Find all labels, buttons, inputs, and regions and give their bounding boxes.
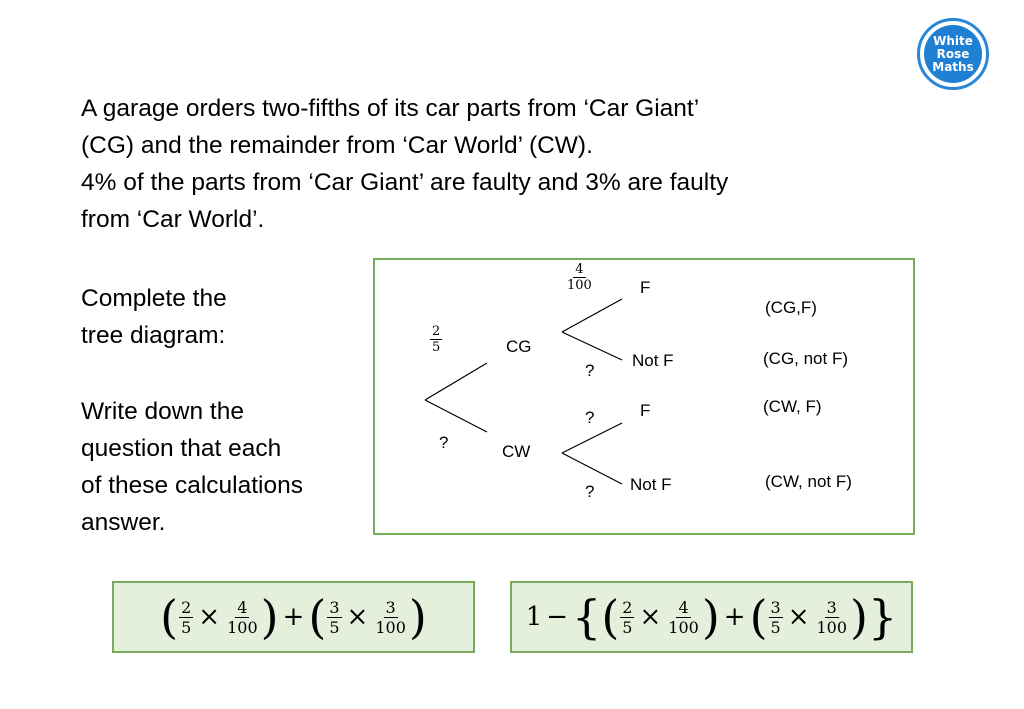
outcome-cw-f: (CW, F) [763, 397, 822, 416]
task-line: answer. [81, 509, 166, 536]
leaf-cw-f: F [640, 401, 651, 420]
logo-text-white: White [933, 33, 973, 48]
calc2-c-den: 5 [770, 617, 781, 637]
logo-text-maths: Maths [932, 59, 974, 74]
calc2-b-den: 100 [668, 617, 699, 637]
intro-line: 4% of the parts from ‘Car Giant’ are faulty and 3% are faulty [81, 169, 729, 196]
open-brace: { [572, 590, 602, 644]
outcome-cw-notf: (CW, not F) [765, 472, 852, 491]
branch-cw-notf [562, 453, 622, 484]
task-complete-tree [81, 280, 227, 354]
close-paren: ) [408, 590, 427, 644]
times-sign: × [346, 602, 369, 632]
white-rose-maths-logo [917, 18, 989, 90]
tree-diagram-box [373, 258, 915, 535]
outcome-cg-notf: (CG, not F) [763, 349, 849, 368]
prob-cg-f-numerator: 4 [575, 262, 584, 277]
calc1-b-num: 4 [237, 597, 248, 617]
calculation-box-2 [510, 581, 913, 653]
prob-cw-f: ? [585, 408, 595, 427]
open-paren: ( [308, 590, 327, 644]
calc2-one: 1 [525, 602, 543, 632]
times-sign: × [198, 602, 221, 632]
task-line: question that each [81, 435, 282, 462]
branch-cg-f [562, 299, 622, 332]
calc2-c-num: 3 [770, 597, 781, 617]
prob-cw-notf: ? [585, 482, 595, 501]
task-line: Write down the [81, 398, 244, 425]
open-paren: ( [601, 590, 620, 644]
branch-cg [425, 363, 487, 400]
logo-badge [924, 25, 982, 83]
calc2-a-den: 5 [622, 617, 633, 637]
calc1-d-num: 3 [385, 597, 396, 617]
outcome-cg-f: (CG,F) [765, 298, 817, 317]
branch-cg-notf [562, 332, 622, 360]
calc1-b-den: 100 [227, 617, 258, 637]
logo-text-rose: Rose [936, 46, 970, 61]
calc1-c-den: 5 [329, 617, 340, 637]
node-cw: CW [502, 442, 531, 461]
prob-cg-f [565, 262, 594, 293]
calc1-a-num: 2 [181, 597, 192, 617]
prob-cg-notf: ? [585, 361, 595, 380]
calc2-d-den: 100 [816, 617, 848, 637]
calc1-d-den: 100 [375, 617, 406, 637]
minus-sign: − [546, 602, 569, 632]
leaf-cg-notf: Not F [632, 351, 674, 370]
close-paren: ) [850, 590, 868, 644]
prob-cg [430, 324, 442, 355]
close-brace: } [868, 590, 898, 644]
leaf-cw-notf: Not F [630, 475, 672, 494]
task-line: tree diagram: [81, 322, 226, 349]
task-line: Complete the [81, 285, 227, 312]
plus-sign: + [723, 602, 746, 632]
calc2-b-num: 4 [678, 597, 689, 617]
intro-line: A garage orders two-fifths of its car parts from ‘Car Giant’ [81, 95, 700, 122]
leaf-cg-f: F [640, 278, 651, 297]
times-sign: × [787, 602, 810, 632]
task-write-question [81, 393, 303, 541]
close-paren: ) [701, 590, 720, 644]
prob-cg-numerator: 2 [432, 324, 441, 339]
prob-cw: ? [439, 433, 449, 452]
task-line: of these calculations [81, 472, 303, 499]
calc1-c-num: 3 [329, 597, 340, 617]
branch-cw [425, 400, 487, 432]
prob-cg-f-denominator: 100 [567, 278, 592, 293]
intro-line: from ‘Car World’. [81, 206, 265, 233]
close-paren: ) [260, 590, 279, 644]
calculation-box-1 [112, 581, 475, 653]
intro-text [81, 90, 728, 238]
open-paren: ( [160, 590, 179, 644]
plus-sign: + [282, 602, 305, 632]
calc1-a-den: 5 [181, 617, 192, 637]
open-paren: ( [749, 590, 768, 644]
intro-line: (CG) and the remainder from ‘Car World’ (CW). [81, 132, 593, 159]
calc2-a-num: 2 [622, 597, 633, 617]
times-sign: × [639, 602, 662, 632]
prob-cg-denominator: 5 [432, 340, 441, 355]
node-cg: CG [506, 337, 532, 356]
calc2-d-num: 3 [826, 597, 837, 617]
